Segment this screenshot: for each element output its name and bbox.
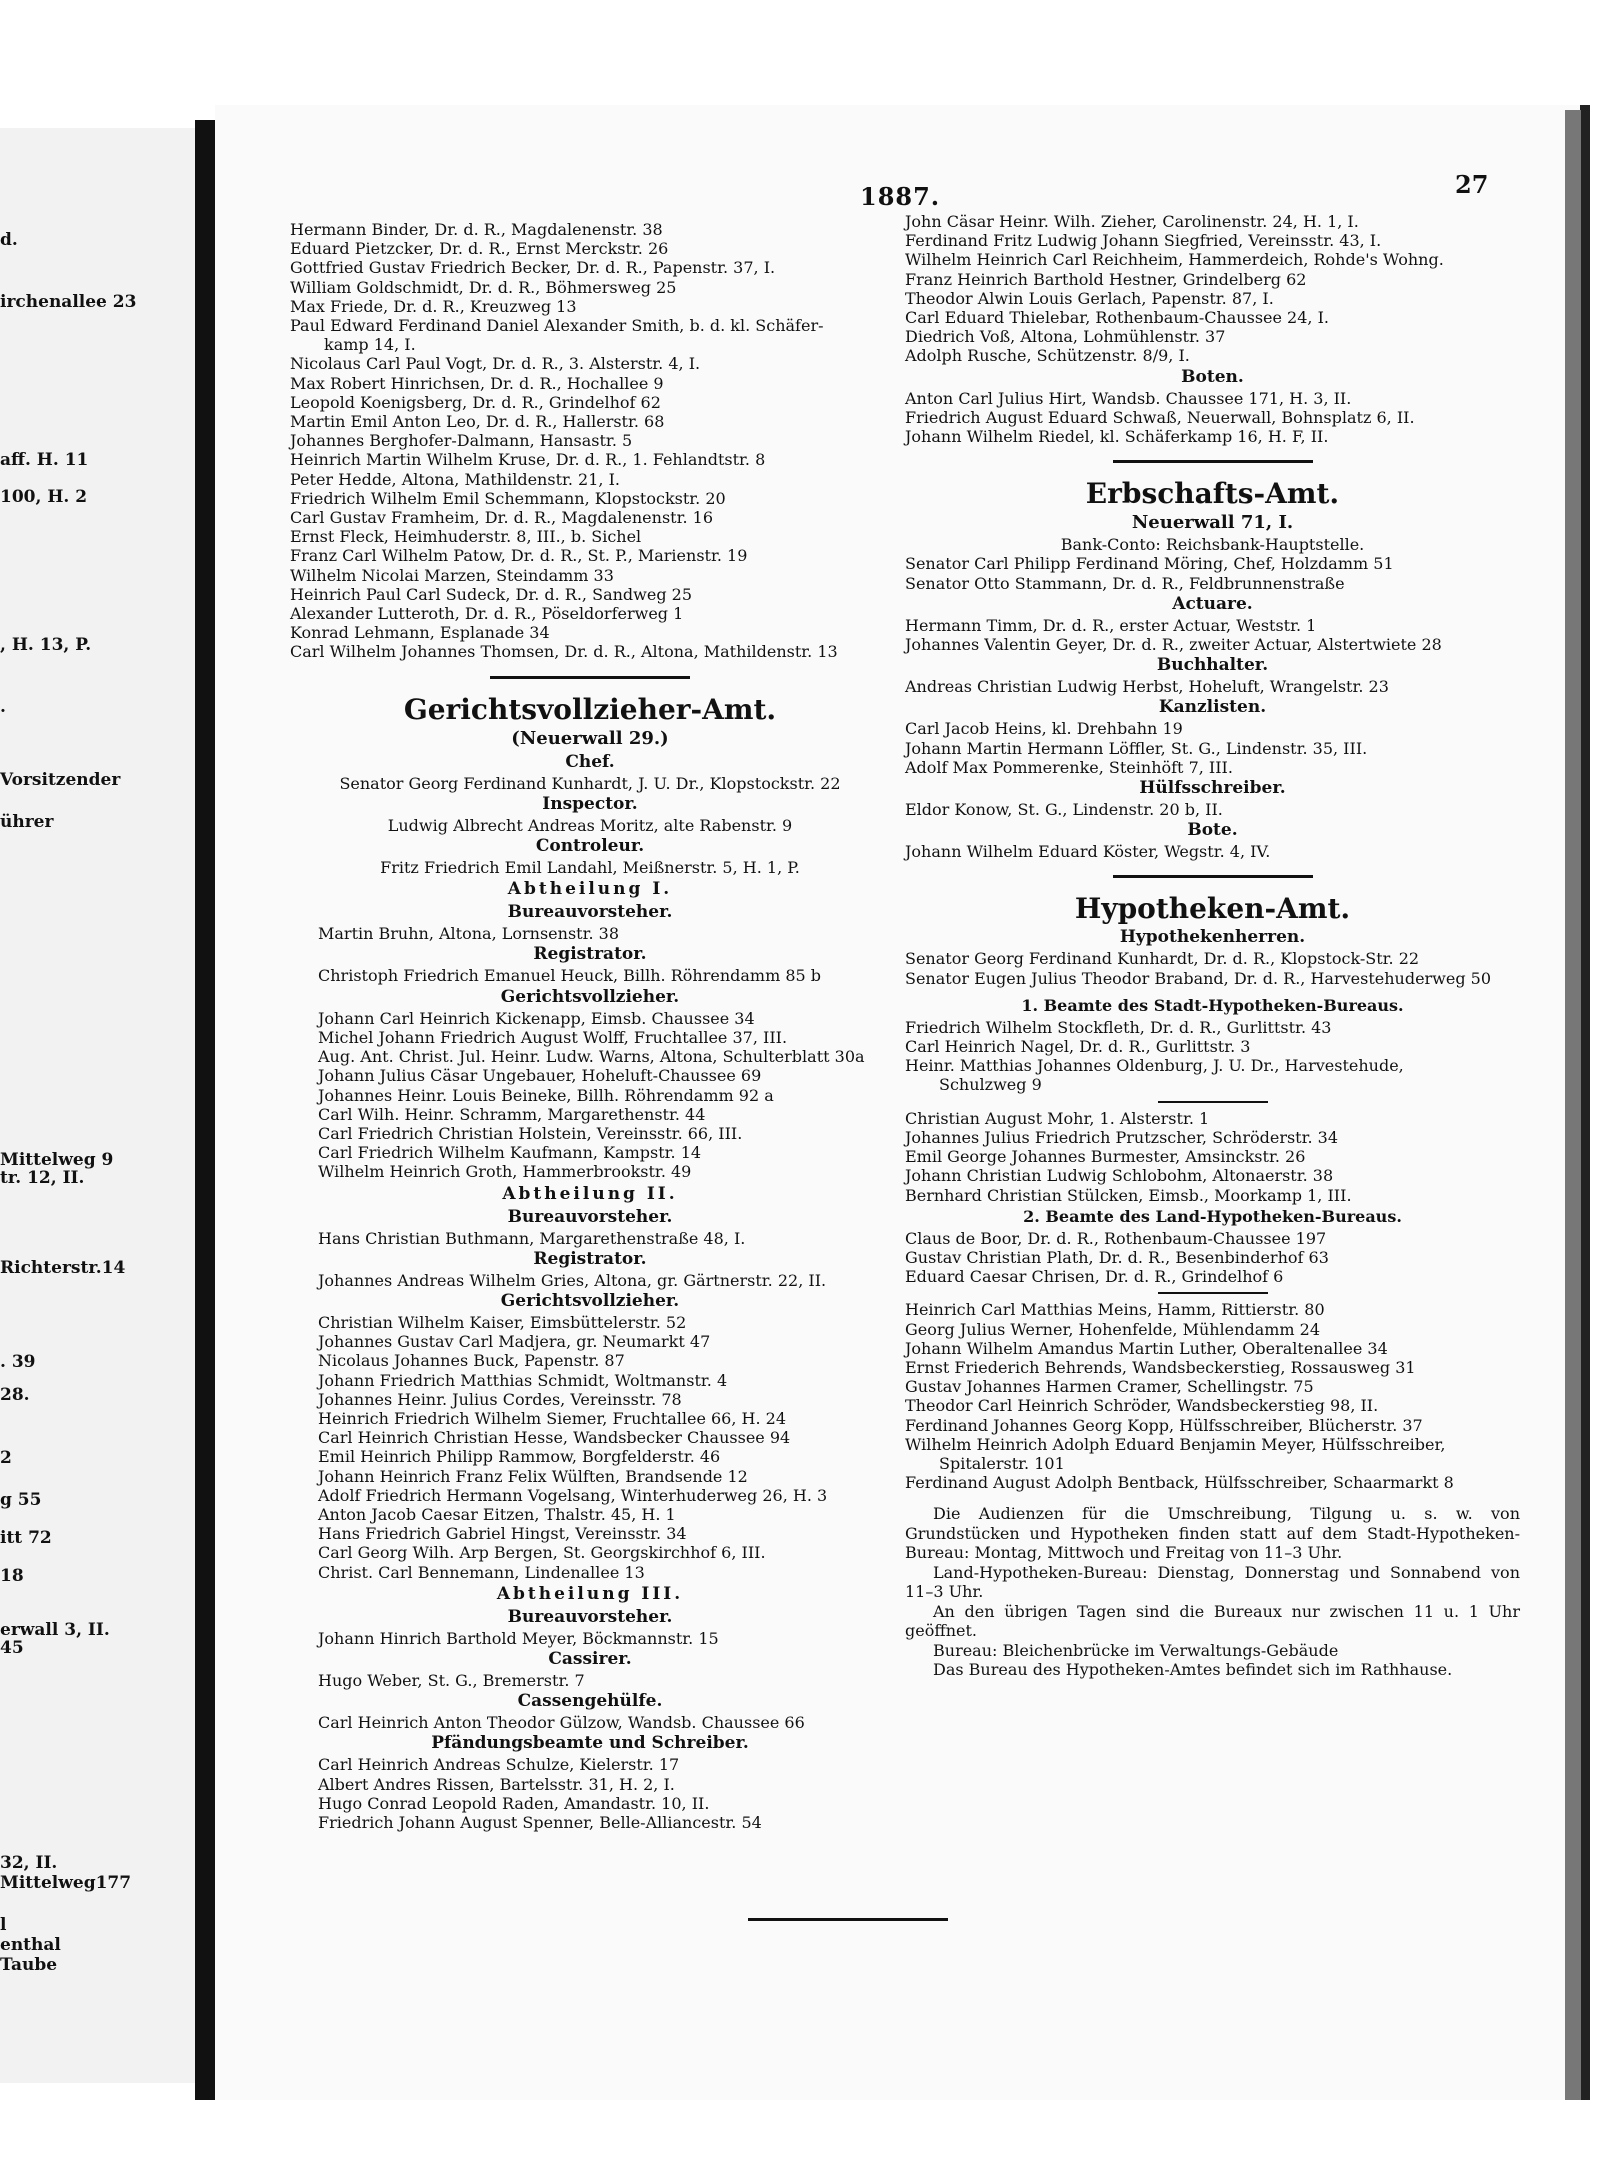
entry-list [905,389,1520,447]
note-paragraph: Land-Hypotheken-Bureau: Dienstag, Donnerstag und Sonnabend von 11–3 Uhr. [905,1562,1520,1602]
left-page-fragment: 100, H. 2 [0,487,88,507]
role-heading: Actuare. [1172,593,1253,614]
entry-line: Heinrich Paul Carl Sudeck, Dr. d. R., Sandweg 25 [290,584,692,604]
divider [1113,460,1313,463]
entry-line: Johann Carl Heinrich Kickenapp, Eimsb. Chaussee 34 [318,1008,755,1028]
role-heading: Bureauvorsteher. [507,1206,673,1227]
left-page-fragment: . 39 [0,1352,36,1372]
entry-line: Konrad Lehmann, Esplanade 34 [290,623,550,643]
entry-line: Leopold Koenigsberg, Dr. d. R., Grindelhof 62 [290,392,661,412]
role-heading: Bureauvorsteher. [507,902,673,923]
left-page-fragment: g 55 [0,1490,42,1510]
entry-list [905,616,1520,654]
entry-list [905,554,1520,592]
entry-line: Hermann Binder, Dr. d. R., Magdalenenstr. 38 [290,220,663,239]
entry-line: Eduard Pietzcker, Dr. d. R., Ernst Merckstr. 26 [290,239,669,259]
page-number: 27 [1455,170,1489,199]
entry-line: Theodor Carl Heinrich Schröder, Wandsbeckerstieg 98, II. [905,1396,1379,1416]
role-heading: Gerichtsvollzieher. [500,986,680,1007]
entry-line: Eduard Caesar Chrisen, Dr. d. R., Grindelhof 6 [905,1267,1284,1287]
entry-line: Paul Edward Ferdinand Daniel Alexander Smith, b. d. kl. Schäfer- [290,316,824,336]
entry-line: Carl Georg Wilh. Arp Bergen, St. Georgskirchhof 6, III. [318,1543,766,1563]
header-year: 1887. [860,182,941,211]
section-heading: Abtheilung I. [507,879,673,900]
entry: Carl Heinrich Anton Theodor Gülzow, Wandsb. Chaussee 66 [318,1713,805,1733]
entry-line: Carl Heinrich Christian Hesse, Wandsbecker Chaussee 94 [318,1428,791,1448]
left-page-fragment: 45 [0,1638,24,1658]
office-title: Erbschafts-Amt. [1085,477,1340,511]
entry-line: Wilhelm Heinrich Groth, Hammerbrookstr. 49 [318,1162,692,1182]
left-page-fragment: d. [0,230,18,250]
subsection-heading: 1. Beamte des Stadt-Hypotheken-Bureaus. [1021,995,1404,1015]
section-heading: Abtheilung II. [502,1183,678,1204]
office-address: Neuerwall 71, I. [1131,512,1294,534]
entry-line: Hugo Conrad Leopold Raden, Amandastr. 10, II. [318,1793,710,1813]
role-heading: Registrator. [533,1248,647,1269]
left-page-fragment: tr. 12, II. [0,1168,85,1188]
role-heading: Boten. [1181,366,1244,387]
entry-line: Christian August Mohr, 1. Alsterstr. 1 [905,1108,1210,1128]
entry-line: Hermann Timm, Dr. d. R., erster Actuar, Weststr. 1 [905,615,1317,635]
entry-line: Johannes Heinr. Louis Beineke, Billh. Röhrendamm 92 a [318,1085,774,1105]
note-paragraph: Die Audienzen für die Umschreibung, Tilgung u. s. w. von Grundstücken und Hypotheken finden statt auf dem Stadt-Hypotheken-Bureau: Montag, Mittwoch und Freitag von 11–3 Uhr. [905,1504,1520,1563]
entry-line: Senator Eugen Julius Theodor Braband, Dr. d. R., Harvestehuderweg 50 [905,968,1492,988]
entry-line: Aug. Ant. Christ. Jul. Heinr. Ludw. Warns, Altona, Schulterblatt 30a [318,1047,865,1067]
entry-line: Anton Jacob Caesar Eitzen, Thalstr. 45, H. 1 [318,1504,676,1524]
entry-line: Johann Julius Cäsar Ungebauer, Hoheluft-Chaussee 69 [318,1066,762,1086]
entry-line: Johann Christian Ludwig Schlobohm, Altonaerstr. 38 [905,1166,1334,1186]
role-heading: Controleur. [535,836,645,857]
entry: Hans Christian Buthmann, Margarethenstraße 48, I. [318,1228,746,1248]
entry-list [290,1009,890,1182]
entry-line: Franz Carl Wilhelm Patow, Dr. d. R., St. P., Marienstr. 19 [290,546,748,566]
entry-line: Wilhelm Heinrich Carl Reichheim, Hammerdeich, Rohde's Wohng. [905,250,1444,270]
inspector-entry: Ludwig Albrecht Andreas Moritz, alte Rabenstr. 9 [387,815,793,835]
bureau-line: Bureau: Bleichenbrücke im Verwaltungs-Gebäude [933,1640,1339,1660]
entry-list [290,1313,890,1582]
entry-line: Carl Gustav Framheim, Dr. d. R., Magdalenenstr. 16 [290,508,713,528]
left-page-fragment: erwall 3, II. [0,1620,110,1640]
role-heading: Buchhalter. [1156,655,1269,676]
entry-line: Johannes Berghofer-Dalmann, Hansastr. 5 [290,431,633,451]
entry-line: Max Friede, Dr. d. R., Kreuzweg 13 [290,296,577,316]
entry-line: Peter Hedde, Altona, Mathildenstr. 21, I. [290,469,620,489]
chef-entry: Senator Georg Ferdinand Kunhardt, J. U. Dr., Klopstockstr. 22 [339,773,841,793]
entry-line: Senator Carl Philipp Ferdinand Möring, Chef, Holzdamm 51 [905,554,1394,574]
entry-line: kamp 14, I. [324,335,416,355]
entry-line: Gottfried Gustav Friedrich Becker, Dr. d. R., Papenstr. 37, I. [290,258,776,278]
left-column [290,220,890,1832]
entry-list [905,1018,1520,1095]
entry-line: Friedrich Wilhelm Emil Schemmann, Klopstockstr. 20 [290,488,726,508]
left-page-fragment: 28. [0,1385,30,1405]
entry-line: Carl Jacob Heins, kl. Drehbahn 19 [905,719,1183,739]
entry-line: Ernst Fleck, Heimhuderstr. 8, III., b. Sichel [290,527,642,547]
top-entry-list [290,220,890,662]
entry-line: Carl Heinrich Andreas Schulze, Kielerstr. 17 [318,1755,680,1775]
entry: Hugo Weber, St. G., Bremerstr. 7 [318,1670,585,1690]
left-page-fragment: Mittelweg177 [0,1873,132,1893]
entry: Andreas Christian Ludwig Herbst, Hoheluft, Wrangelstr. 23 [905,677,1389,697]
entry-line: Bernhard Christian Stülcken, Eimsb., Moorkamp 1, III. [905,1185,1352,1205]
entry-line: Johann Martin Hermann Löffler, St. G., Lindenstr. 35, III. [905,738,1368,758]
entry-line: Senator Otto Stammann, Dr. d. R., Feldbrunnenstraße [905,573,1345,593]
entry-line: Ferdinand Fritz Ludwig Johann Siegfried, Vereinsstr. 43, I. [905,231,1382,251]
entry-line: Heinrich Martin Wilhelm Kruse, Dr. d. R., 1. Fehlandtstr. 8 [290,450,766,470]
left-page-fragment: Taube [0,1955,58,1975]
entry-line: Franz Heinrich Barthold Hestner, Grindelberg 62 [905,269,1307,289]
entry-line: Friedrich Wilhelm Stockfleth, Dr. d. R., Gurlittstr. 43 [905,1017,1332,1037]
left-page-fragment: Mittelweg 9 [0,1150,114,1170]
entry-line: Michel Johann Friedrich August Wolff, Fruchtallee 37, III. [318,1027,788,1047]
left-page-fragment: Richterstr.14 [0,1258,126,1278]
entry-list [905,1300,1520,1492]
role-heading: Kanzlisten. [1158,697,1267,718]
entry-line: Carl Wilhelm Johannes Thomsen, Dr. d. R., Altona, Mathildenstr. 13 [290,642,838,662]
subsection-heading: 2. Beamte des Land-Hypotheken-Bureaus. [1023,1206,1402,1226]
entry-line: Ferdinand August Adolph Bentback, Hülfsschreiber, Schaarmarkt 8 [905,1473,1454,1493]
left-page-fragment: , H. 13, P. [0,635,92,655]
page-edge-shadow [1565,110,1581,2100]
divider [490,676,690,679]
left-page-fragment: ührer [0,812,54,832]
entry-line: Adolph Rusche, Schützenstr. 8/9, I. [905,346,1190,366]
rathaus-line: Das Bureau des Hypotheken-Amtes befindet sich im Rathhause. [933,1660,1453,1680]
entry-line: Wilhelm Heinrich Adolph Eduard Benjamin Meyer, Hülfsschreiber, [905,1434,1446,1454]
left-page-fragment: l [0,1915,7,1935]
entry-line: Ferdinand Johannes Georg Kopp, Hülfsschreiber, Blücherstr. 37 [905,1415,1423,1435]
entry-line: Nicolaus Johannes Buck, Papenstr. 87 [318,1351,625,1371]
left-page-fragment: . [0,697,6,717]
left-page-fragment: aff. H. 11 [0,450,89,470]
entry-line: Martin Emil Anton Leo, Dr. d. R., Hallerstr. 68 [290,412,665,432]
entry-line: Carl Friedrich Christian Holstein, Vereinsstr. 66, III. [318,1123,743,1143]
entry-line: John Cäsar Heinr. Wilh. Zieher, Carolinenstr. 24, H. 1, I. [905,212,1359,231]
entry: Johann Hinrich Barthold Meyer, Böckmannstr. 15 [318,1628,719,1648]
entry-line: Heinrich Friedrich Wilhelm Siemer, Fruchtallee 66, H. 24 [318,1408,787,1428]
entry-line: Nicolaus Carl Paul Vogt, Dr. d. R., 3. Alsterstr. 4, I. [290,354,701,374]
entry-line: Johannes Gustav Carl Madjera, gr. Neumarkt 47 [318,1332,711,1352]
entry-line: Christ. Carl Bennemann, Lindenallee 13 [318,1562,645,1582]
book-gutter [195,120,215,2100]
role-heading: Cassengehülfe. [517,1691,663,1712]
right-column [905,212,1520,1680]
entry-line: Friedrich August Eduard Schwaß, Neuerwall, Bohnsplatz 6, II. [905,407,1415,427]
role-heading: Registrator. [533,944,647,965]
role-heading: Chef. [565,751,615,772]
left-page-fragment: 18 [0,1566,24,1586]
left-page-fragment: 32, II. [0,1853,58,1873]
entry: Eldor Konow, St. G., Lindenstr. 20 b, II. [905,800,1223,820]
divider [1158,1292,1268,1294]
entry-line: Anton Carl Julius Hirt, Wandsb. Chaussee 171, H. 3, II. [905,388,1352,408]
entry-line: Johannes Valentin Geyer, Dr. d. R., zweiter Actuar, Alstertwiete 28 [905,635,1442,655]
entry-line: Albert Andres Rissen, Bartelsstr. 31, H. 2, I. [318,1774,675,1794]
entry-list [290,1755,890,1832]
entry-line: Heinr. Matthias Johannes Oldenburg, J. U. Dr., Harvestehude, [905,1056,1404,1076]
left-page-fragment: itt 72 [0,1528,52,1548]
entry: Christoph Friedrich Emanuel Heuck, Billh. Röhrendamm 85 b [318,966,822,986]
entry: Johannes Andreas Wilhelm Gries, Altona, gr. Gärtnerstr. 22, II. [318,1270,827,1290]
entry-line: Max Robert Hinrichsen, Dr. d. R., Hochallee 9 [290,373,664,393]
role-heading: Hülfsschreiber. [1139,778,1286,799]
office-title: Hypotheken-Amt. [1074,892,1351,926]
entry-list [905,719,1520,777]
divider [1158,1101,1268,1103]
entry-line: Schulzweg 9 [939,1075,1042,1095]
section-heading: Abtheilung III. [496,1583,684,1604]
entry-line: Spitalerstr. 101 [939,1453,1065,1473]
entry-line: Carl Friedrich Wilhelm Kaufmann, Kampstr. 14 [318,1143,702,1163]
entry-line: Carl Heinrich Nagel, Dr. d. R., Gurlittstr. 3 [905,1037,1251,1057]
entry: Johann Wilhelm Eduard Köster, Wegstr. 4, IV. [905,842,1271,862]
entry-line: Senator Georg Ferdinand Kunhardt, Dr. d. R., Klopstock-Str. 22 [905,949,1420,969]
entry-line: Alexander Lutteroth, Dr. d. R., Pöseldorferweg 1 [290,604,684,624]
entry-line: Diedrich Voß, Altona, Lohmühlenstr. 37 [905,327,1226,347]
entry-line: Carl Eduard Thielebar, Rothenbaum-Chaussee 24, I. [905,308,1329,328]
entry-list [905,1229,1520,1287]
entry-line: Johann Heinrich Franz Felix Wülften, Brandsende 12 [318,1466,748,1486]
entry-line: Gustav Christian Plath, Dr. d. R., Besenbinderhof 63 [905,1247,1329,1267]
entry-line: Adolf Friedrich Hermann Vogelsang, Winterhuderweg 26, H. 3 [318,1485,828,1505]
bottom-divider [748,1918,948,1921]
role-heading: Cassirer. [548,1648,632,1669]
entry-line: Christian Wilhelm Kaiser, Eimsbüttelerstr. 52 [318,1312,687,1332]
entry-line: Heinrich Carl Matthias Meins, Hamm, Rittierstr. 80 [905,1300,1325,1320]
office-address: (Neuerwall 29.) [511,727,669,749]
entry: Martin Bruhn, Altona, Lornsenstr. 38 [318,924,620,944]
entry-line: Carl Wilh. Heinr. Schramm, Margarethenstr. 44 [318,1104,706,1124]
left-page-fragment: irchenallee 23 [0,292,137,312]
entry-list [905,949,1520,987]
notes-list [905,1504,1520,1641]
role-heading: Pfändungsbeamte und Schreiber. [431,1733,749,1754]
entry-line: Johann Friedrich Matthias Schmidt, Woltmanstr. 4 [318,1370,728,1390]
note-paragraph: An den übrigen Tagen sind die Bureaux nur zwischen 11 u. 1 Uhr geöffnet. [905,1601,1520,1641]
entry-line: Emil George Johannes Burmester, Amsinckstr. 26 [905,1147,1306,1167]
entry-list [905,1109,1520,1205]
left-page-fragment: enthal [0,1935,61,1955]
left-page-fragment: 2 [0,1448,12,1468]
entry-line: Ernst Friederich Behrends, Wandsbeckerstieg, Rossausweg 31 [905,1357,1416,1377]
divider [1113,875,1313,878]
left-page-fragment: Vorsitzender [0,770,121,790]
role-heading: Bote. [1187,820,1238,841]
office-title: Gerichtsvollzieher-Amt. [403,692,777,726]
entry-line: Gustav Johannes Harmen Cramer, Schellingstr. 75 [905,1377,1314,1397]
controleur-entry: Fritz Friedrich Emil Landahl, Meißnerstr. 5, H. 1, P. [380,858,800,878]
entry-line: Georg Julius Werner, Hohenfelde, Mühlendamm 24 [905,1319,1321,1339]
entry-line: Claus de Boor, Dr. d. R., Rothenbaum-Chaussee 197 [905,1228,1327,1248]
role-heading: Hypothekenherren. [1119,927,1306,948]
top-entry-list [905,212,1520,366]
entry-line: Johann Wilhelm Riedel, kl. Schäferkamp 16, H. F, II. [905,427,1329,447]
role-heading: Inspector. [542,793,638,814]
entry-line: Theodor Alwin Louis Gerlach, Papenstr. 87, I. [905,288,1274,308]
entry-line: Emil Heinrich Philipp Rammow, Borgfelderstr. 46 [318,1447,721,1467]
entry-line: Wilhelm Nicolai Marzen, Steindamm 33 [290,565,614,585]
entry-line: Johannes Julius Friedrich Prutzscher, Schröderstr. 34 [905,1127,1339,1147]
entry-line: Friedrich Johann August Spenner, Belle-Alliancestr. 54 [318,1812,762,1832]
role-heading: Gerichtsvollzieher. [500,1290,680,1311]
entry-line: Hans Friedrich Gabriel Hingst, Vereinsstr. 34 [318,1524,687,1544]
bank-account: Bank-Conto: Reichsbank-Hauptstelle. [1060,535,1365,555]
left-page-edge [0,128,195,2083]
entry-line: Adolf Max Pommerenke, Steinhöft 7, III. [905,757,1233,777]
entry-line: Johann Wilhelm Amandus Martin Luther, Oberaltenallee 34 [905,1338,1388,1358]
entry-line: William Goldschmidt, Dr. d. R., Böhmersweg 25 [290,277,677,297]
role-heading: Bureauvorsteher. [507,1606,673,1627]
entry-line: Johannes Heinr. Julius Cordes, Vereinsstr. 78 [318,1389,682,1409]
